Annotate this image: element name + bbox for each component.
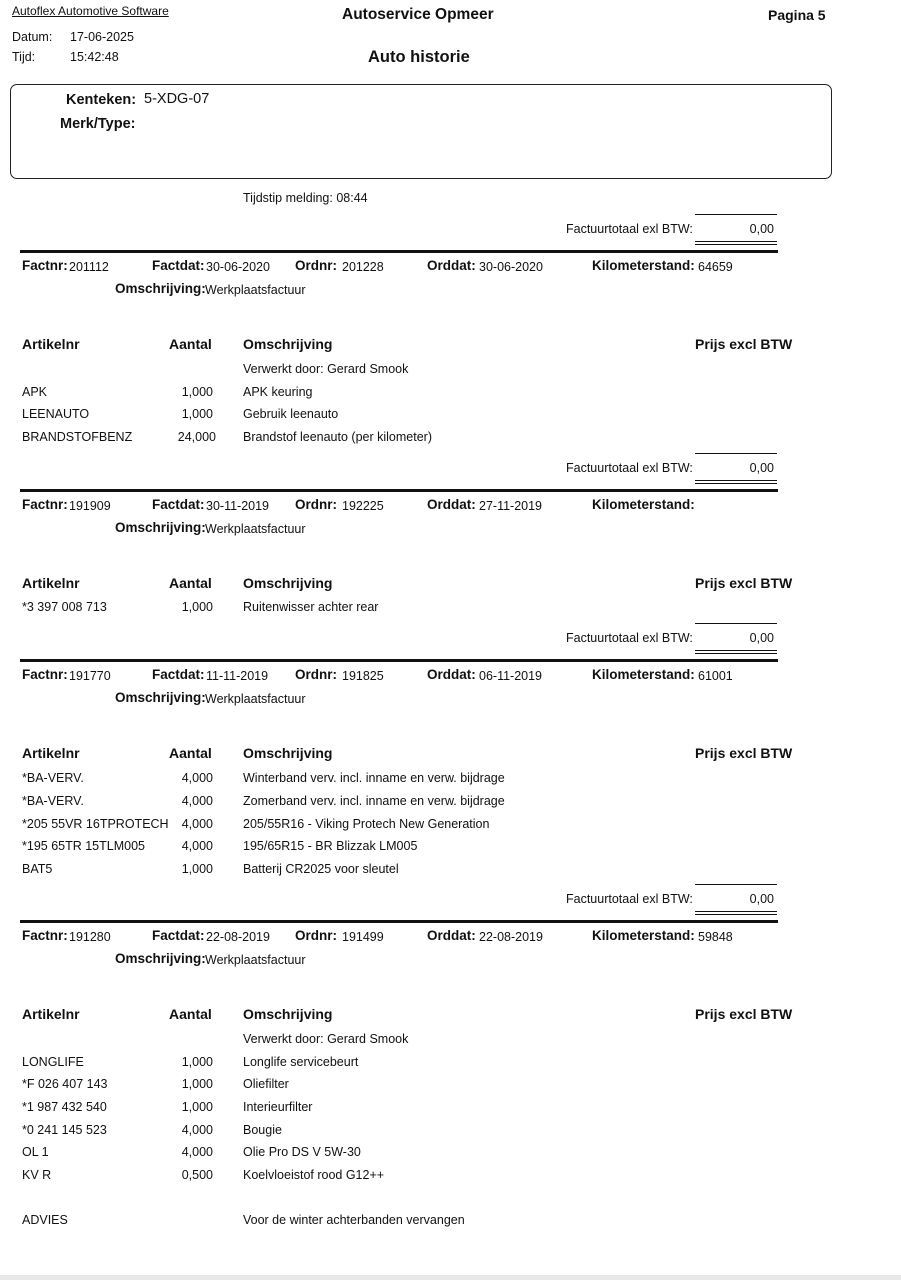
line-artikelnr: *BA-VERV.	[22, 771, 84, 785]
km-value: 64659	[698, 260, 733, 274]
advies-label: ADVIES	[22, 1213, 68, 1227]
line-aantal: 1,000	[181, 1055, 213, 1069]
factnr-value: 191770	[69, 669, 111, 683]
factnr-value: 201112	[69, 260, 109, 274]
double-underline	[695, 244, 777, 245]
col-artikelnr: Artikelnr	[22, 575, 80, 591]
col-aantal: Aantal	[169, 336, 212, 352]
total-value: 0,00	[749, 222, 774, 236]
line-omschrijving: 195/65R15 - BR Blizzak LM005	[243, 839, 418, 853]
factdat-value: 22-08-2019	[206, 930, 270, 944]
col-aantal: Aantal	[169, 575, 212, 591]
km-value: 61001	[698, 669, 733, 683]
line-artikelnr: OL 1	[22, 1145, 49, 1159]
line-aantal: 1,000	[181, 407, 213, 421]
double-underline	[695, 650, 777, 651]
datum-label: Datum:	[12, 30, 53, 44]
factnr-value: 191280	[69, 930, 111, 944]
ordnr-value: 191499	[342, 930, 384, 944]
double-underline	[695, 480, 777, 481]
col-artikelnr: Artikelnr	[22, 1006, 80, 1022]
col-omschrijving: Omschrijving	[243, 575, 333, 591]
orddat-value: 27-11-2019	[479, 499, 543, 513]
total-label: Factuurtotaal exl BTW:	[566, 892, 693, 906]
line-omschrijving: Oliefilter	[243, 1077, 289, 1091]
total-label: Factuurtotaal exl BTW:	[566, 222, 693, 236]
km-label: Kilometerstand:	[592, 258, 695, 273]
ordnr-label: Ordnr:	[295, 928, 337, 943]
double-underline	[695, 241, 777, 242]
line-artikelnr: *195 65TR 15TLM005	[22, 839, 145, 853]
merk-type-label: Merk/Type:	[60, 116, 136, 132]
omschrijving-value: Werkplaatsfactuur	[205, 522, 306, 536]
invoice-separator	[20, 250, 778, 253]
orddat-value: 06-11-2019	[479, 669, 543, 683]
sum-line	[695, 214, 777, 215]
line-omschrijving: 205/55R16 - Viking Protech New Generation	[243, 817, 490, 831]
ordnr-label: Ordnr:	[295, 667, 337, 682]
omschrijving-label: Omschrijving:	[115, 281, 206, 296]
omschrijving-value: Werkplaatsfactuur	[205, 953, 306, 967]
line-omschrijving: Olie Pro DS V 5W-30	[243, 1145, 361, 1159]
line-artikelnr: *0 241 145 523	[22, 1123, 107, 1137]
company-name: Autoflex Automotive Software	[12, 4, 169, 18]
line-aantal: 1,000	[181, 1077, 213, 1091]
factdat-label: Factdat:	[152, 667, 205, 682]
advies-text: Voor de winter achterbanden vervangen	[243, 1213, 465, 1227]
line-aantal: 0,500	[181, 1168, 213, 1182]
garage-name: Autoservice Opmeer	[342, 6, 494, 23]
invoice-separator	[20, 920, 778, 923]
line-aantal: 1,000	[181, 1100, 213, 1114]
double-underline	[695, 483, 777, 484]
double-underline	[695, 914, 777, 915]
line-omschrijving: Koelvloeistof rood G12++	[243, 1168, 385, 1182]
line-artikelnr: *205 55VR 16TPROTECH	[22, 817, 169, 831]
line-aantal: 1,000	[181, 385, 213, 399]
line-aantal: 4,000	[181, 794, 213, 808]
factnr-label: Factnr:	[22, 497, 68, 512]
orddat-label: Orddat:	[427, 667, 476, 682]
line-omschrijving: APK keuring	[243, 385, 313, 399]
km-label: Kilometerstand:	[592, 928, 695, 943]
total-value: 0,00	[749, 631, 774, 645]
line-artikelnr: BRANDSTOFBENZ	[22, 430, 133, 444]
line-aantal: 4,000	[181, 1145, 213, 1159]
ordnr-value: 191825	[342, 669, 384, 683]
omschrijving-label: Omschrijving:	[115, 690, 206, 705]
line-omschrijving: Interieurfilter	[243, 1100, 313, 1114]
factdat-value: 11-11-2019	[206, 669, 269, 683]
omschrijving-label: Omschrijving:	[115, 520, 206, 535]
invoice-separator	[20, 659, 778, 662]
line-aantal: 4,000	[181, 817, 213, 831]
km-label: Kilometerstand:	[592, 497, 695, 512]
col-aantal: Aantal	[169, 745, 212, 761]
kenteken-value: 5-XDG-07	[144, 91, 210, 107]
col-artikelnr: Artikelnr	[22, 336, 80, 352]
line-omschrijving: Brandstof leenauto (per kilometer)	[243, 430, 432, 444]
ordnr-label: Ordnr:	[295, 258, 337, 273]
tijd-value: 15:42:48	[70, 50, 119, 64]
line-artikelnr: *F 026 407 143	[22, 1077, 108, 1091]
omschrijving-value: Werkplaatsfactuur	[205, 283, 306, 297]
line-omschrijving: Gebruik leenauto	[243, 407, 339, 421]
factnr-label: Factnr:	[22, 928, 68, 943]
total-label: Factuurtotaal exl BTW:	[566, 461, 693, 475]
sum-line	[695, 453, 777, 454]
sum-line	[695, 623, 777, 624]
total-label: Factuurtotaal exl BTW:	[566, 631, 693, 645]
page-number: Pagina 5	[768, 7, 826, 23]
factdat-value: 30-11-2019	[206, 499, 270, 513]
line-omschrijving: Verwerkt door: Gerard Smook	[243, 362, 409, 376]
line-omschrijving: Verwerkt door: Gerard Smook	[243, 1032, 409, 1046]
tijd-label: Tijd:	[12, 50, 36, 64]
km-label: Kilometerstand:	[592, 667, 695, 682]
col-prijs: Prijs excl BTW	[695, 336, 793, 352]
line-aantal: 4,000	[181, 1123, 213, 1137]
col-artikelnr: Artikelnr	[22, 745, 80, 761]
line-artikelnr: LONGLIFE	[22, 1055, 84, 1069]
factnr-label: Factnr:	[22, 667, 68, 682]
col-prijs: Prijs excl BTW	[695, 745, 793, 761]
ordnr-label: Ordnr:	[295, 497, 337, 512]
line-artikelnr: *3 397 008 713	[22, 600, 107, 614]
factdat-label: Factdat:	[152, 928, 205, 943]
report-title: Auto historie	[368, 48, 470, 66]
factnr-label: Factnr:	[22, 258, 68, 273]
line-omschrijving: Winterband verv. incl. inname en verw. bijdrage	[243, 771, 505, 785]
ordnr-value: 192225	[342, 499, 384, 513]
total-value: 0,00	[749, 892, 774, 906]
line-artikelnr: *1 987 432 540	[22, 1100, 107, 1114]
line-omschrijving: Bougie	[243, 1123, 282, 1137]
col-omschrijving: Omschrijving	[243, 1006, 333, 1022]
orddat-label: Orddat:	[427, 928, 476, 943]
line-artikelnr: *BA-VERV.	[22, 794, 84, 808]
orddat-value: 30-06-2020	[479, 260, 543, 274]
double-underline	[695, 653, 777, 654]
line-omschrijving: Batterij CR2025 voor sleutel	[243, 862, 399, 876]
ordnr-value: 201228	[342, 260, 384, 274]
kenteken-label: Kenteken:	[66, 92, 137, 108]
line-aantal: 1,000	[181, 862, 213, 876]
line-aantal: 1,000	[181, 600, 213, 614]
col-prijs: Prijs excl BTW	[695, 1006, 793, 1022]
sum-line	[695, 884, 777, 885]
orddat-value: 22-08-2019	[479, 930, 543, 944]
melding-time: Tijdstip melding: 08:44	[243, 191, 368, 205]
omschrijving-value: Werkplaatsfactuur	[205, 692, 306, 706]
km-value: 59848	[698, 930, 733, 944]
double-underline	[695, 911, 777, 912]
factnr-value: 191909	[69, 499, 111, 513]
invoice-separator	[20, 489, 778, 492]
total-value: 0,00	[749, 461, 774, 475]
page-bottom-edge	[0, 1275, 901, 1280]
col-omschrijving: Omschrijving	[243, 336, 333, 352]
orddat-label: Orddat:	[427, 258, 476, 273]
datum-value: 17-06-2025	[70, 30, 134, 44]
line-omschrijving: Ruitenwisser achter rear	[243, 600, 379, 614]
line-omschrijving: Zomerband verv. incl. inname en verw. bijdrage	[243, 794, 505, 808]
factdat-label: Factdat:	[152, 258, 205, 273]
line-artikelnr: APK	[22, 385, 48, 399]
omschrijving-label: Omschrijving:	[115, 951, 206, 966]
col-aantal: Aantal	[169, 1006, 212, 1022]
line-omschrijving: Longlife servicebeurt	[243, 1055, 359, 1069]
col-prijs: Prijs excl BTW	[695, 575, 793, 591]
line-aantal: 4,000	[181, 771, 213, 785]
line-artikelnr: KV R	[22, 1168, 52, 1182]
line-artikelnr: BAT5	[22, 862, 53, 876]
line-aantal: 4,000	[181, 839, 213, 853]
factdat-label: Factdat:	[152, 497, 205, 512]
line-artikelnr: LEENAUTO	[22, 407, 90, 421]
line-aantal: 24,000	[177, 430, 216, 444]
orddat-label: Orddat:	[427, 497, 476, 512]
factdat-value: 30-06-2020	[206, 260, 270, 274]
col-omschrijving: Omschrijving	[243, 745, 333, 761]
